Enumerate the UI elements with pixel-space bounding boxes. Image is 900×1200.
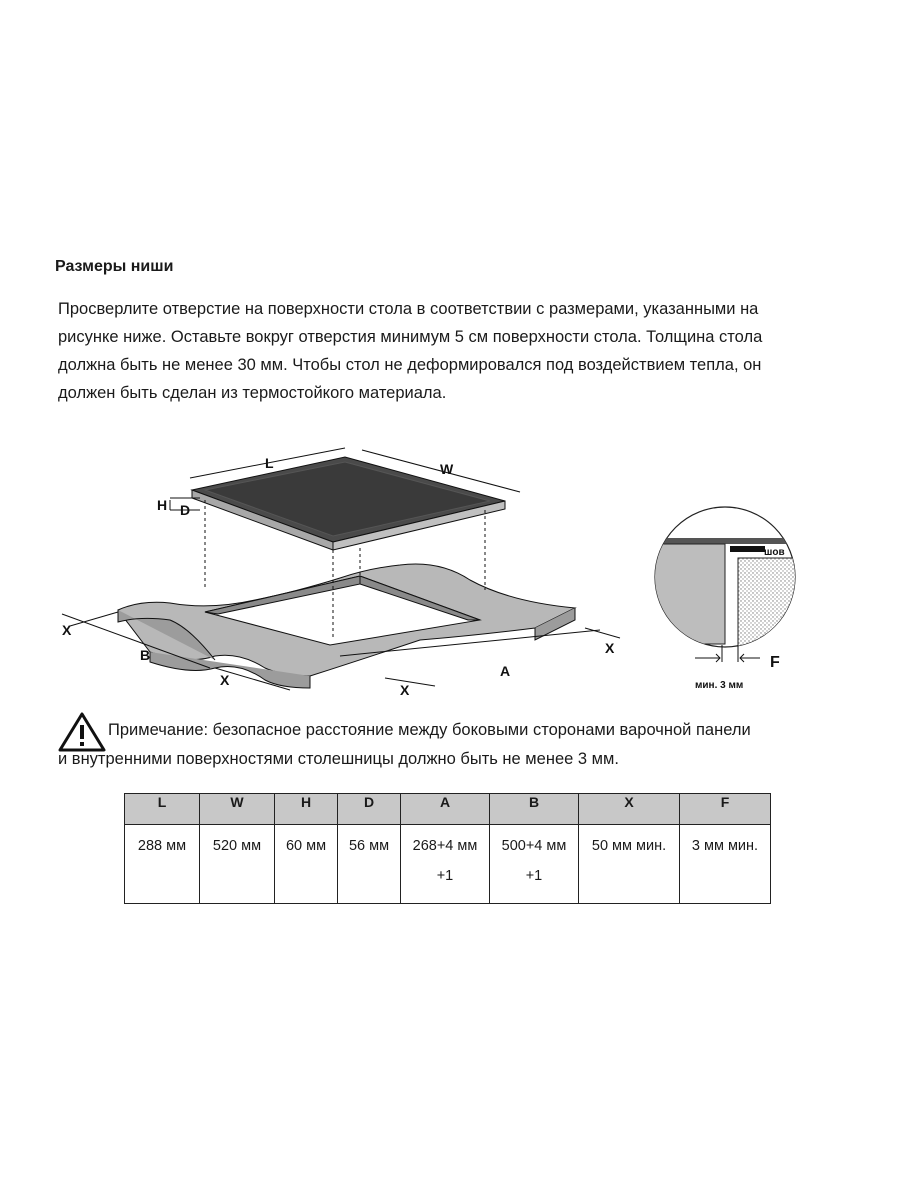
- value-A: 268+4 мм +1: [401, 825, 490, 904]
- value-B: 500+4 мм +1: [490, 825, 579, 904]
- min-gap-label: мин. 3 мм: [695, 680, 744, 691]
- dim-line-X-left: [70, 612, 118, 626]
- label-X: X: [605, 640, 615, 656]
- header-B: B: [490, 794, 579, 825]
- header-F: F: [680, 794, 771, 825]
- value-D: 56 мм: [338, 825, 401, 904]
- installation-diagram: [40, 440, 820, 700]
- dimensions-table: [124, 793, 771, 904]
- value-L: 288 мм: [125, 825, 200, 904]
- instructions-paragraph: [58, 295, 858, 407]
- seam-detail-circle: [650, 507, 818, 691]
- table-row: [125, 825, 771, 904]
- label-F: F: [770, 654, 780, 671]
- label-X: X: [220, 672, 230, 688]
- header-W: W: [200, 794, 275, 825]
- paragraph-line: рисунке ниже. Оставьте вокруг отверстия минимум 5 см поверхности стола. Толщина стола: [58, 328, 763, 346]
- dim-line-X-right: [585, 628, 620, 638]
- value-X: 50 мм мин.: [579, 825, 680, 904]
- paragraph-line: Просверлите отверстие на поверхности стола в соответствии с размерами, указанными на: [58, 300, 759, 318]
- header-X: X: [579, 794, 680, 825]
- note-line: Примечание: безопасное расстояние между боковыми сторонами варочной панели: [108, 721, 751, 739]
- label-A: A: [500, 663, 511, 679]
- header-L: L: [125, 794, 200, 825]
- value-W: 520 мм: [200, 825, 275, 904]
- label-X: X: [400, 682, 410, 698]
- warning-icon: [58, 712, 106, 752]
- value-H: 60 мм: [275, 825, 338, 904]
- label-W: W: [440, 461, 454, 477]
- note-line: и внутренними поверхностями столешницы должно быть не менее 3 мм.: [58, 750, 619, 768]
- paragraph-line: должен быть сделан из термостойкого материала.: [58, 384, 447, 402]
- paragraph-line: должна быть не менее 30 мм. Чтобы стол не деформировался под воздействием тепла, он: [58, 356, 762, 374]
- section-heading: Размеры ниши: [55, 258, 174, 275]
- header-H: H: [275, 794, 338, 825]
- tolerance-A: +1: [436, 868, 454, 884]
- label-H: H: [157, 497, 168, 513]
- cooktop: [192, 457, 505, 550]
- tolerance-B: +1: [525, 868, 543, 884]
- safety-note: [58, 716, 858, 774]
- label-X: X: [62, 622, 72, 638]
- label-L: L: [265, 455, 274, 471]
- table-header-row: [125, 794, 771, 825]
- header-A: A: [401, 794, 490, 825]
- label-D: D: [180, 502, 191, 518]
- header-D: D: [338, 794, 401, 825]
- label-B: B: [140, 647, 151, 663]
- value-F: 3 мм мин.: [680, 825, 771, 904]
- seam-label: шов: [764, 547, 785, 558]
